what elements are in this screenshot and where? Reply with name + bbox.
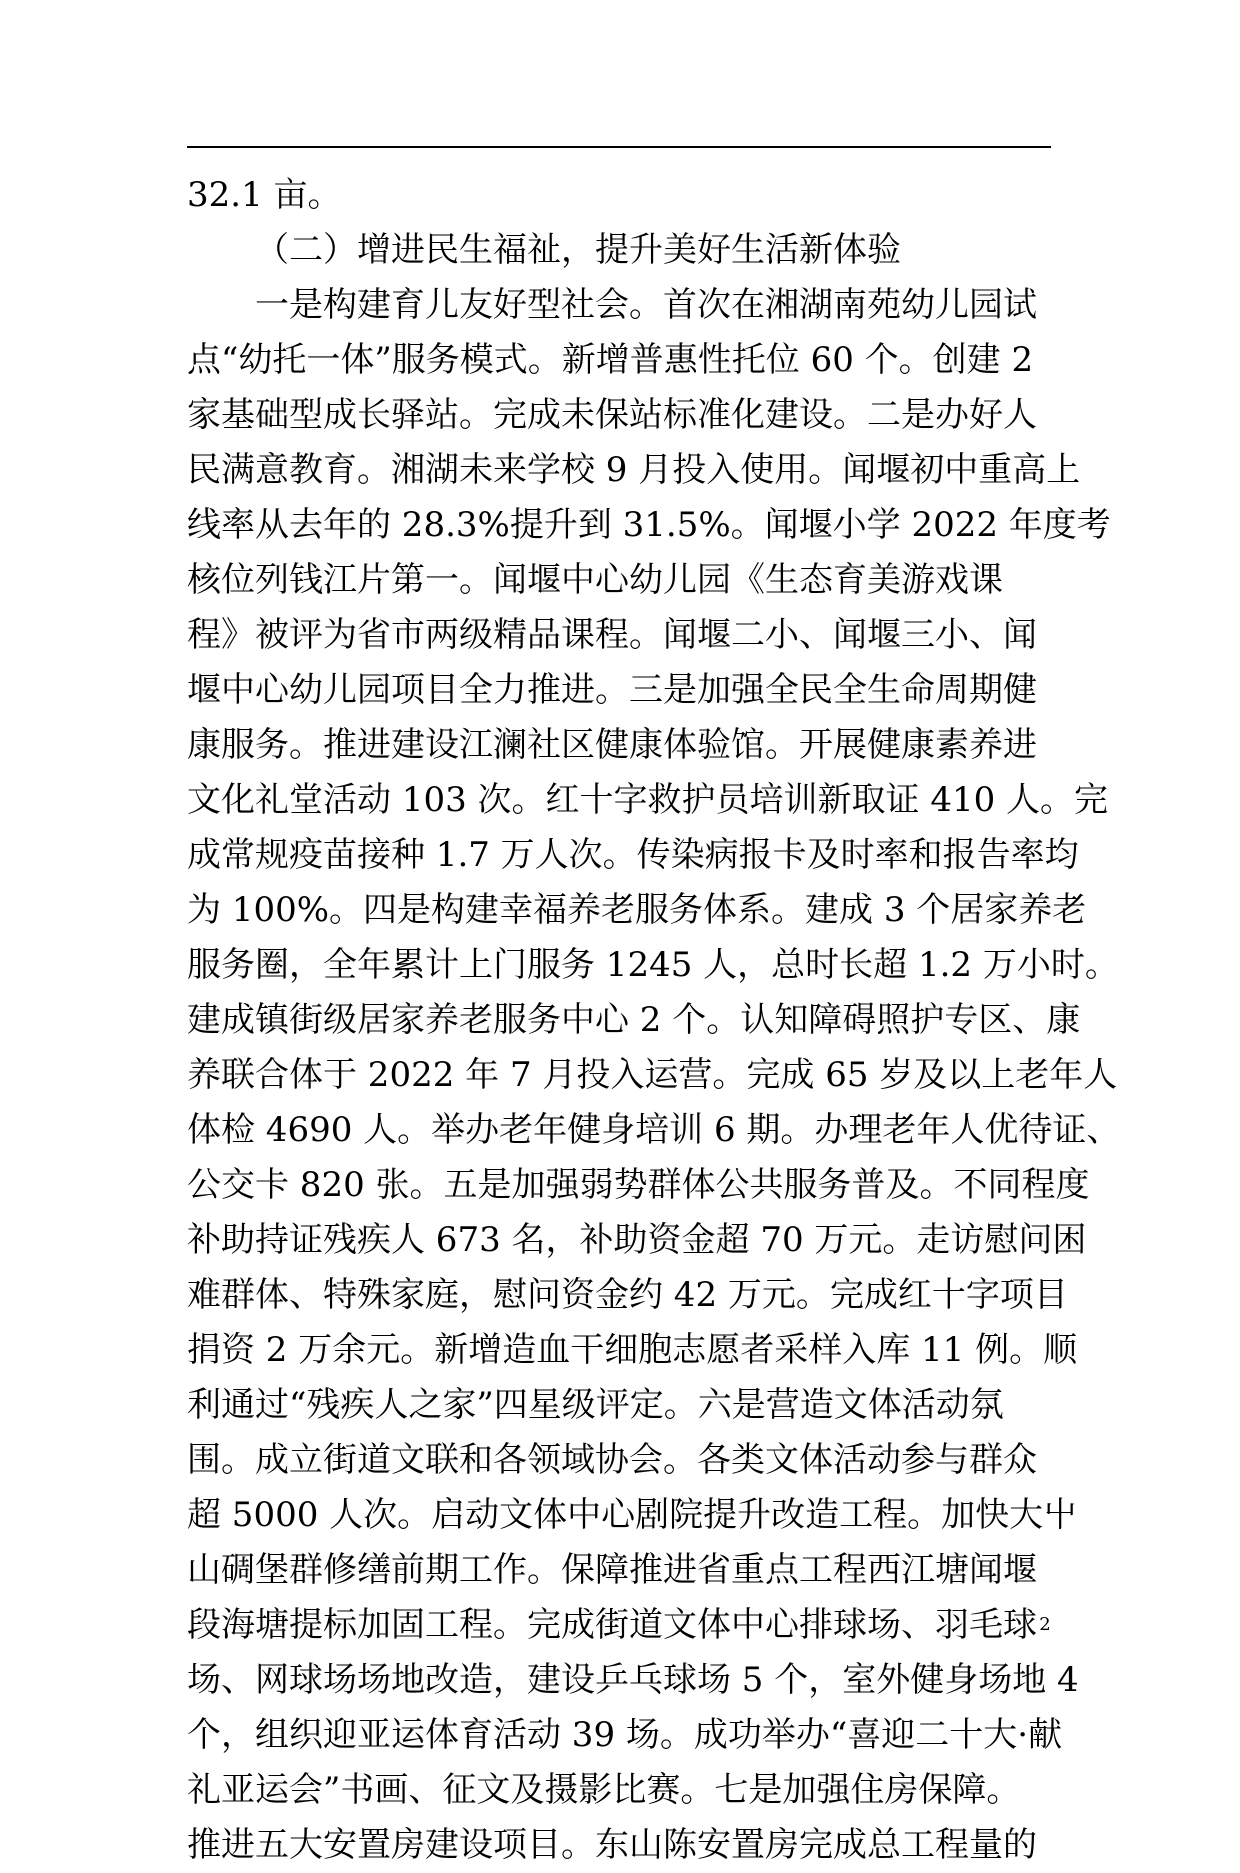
text-line: 场、网球场场地改造，建设乒乓球场 5 个，室外健身场地 4 (187, 1660, 1079, 1700)
paragraph-first-line: 一是构建育儿友好型社会。首次在湘湖南苑幼儿园试 (255, 285, 1037, 325)
text-line: 文化礼堂活动 103 次。红十字救护员培训新取证 410 人。完 (187, 780, 1109, 820)
text-line: 捐资 2 万余元。新增造血干细胞志愿者采样入库 11 例。顺 (187, 1330, 1078, 1370)
page-number: 2 (1039, 1614, 1051, 1635)
text-line: 民满意教育。湘湖未来学校 9 月投入使用。闻堰初中重高上 (187, 450, 1081, 490)
text-line: 点“幼托一体”服务模式。新增普惠性托位 60 个。创建 2 (187, 340, 1034, 380)
text-line: 线率从去年的 28.3%提升到 31.5%。闻堰小学 2022 年度考 (187, 505, 1111, 545)
text-line: 礼亚运会”书画、征文及摄影比赛。七是加强住房保障。 (187, 1770, 1021, 1810)
text-line: 核位列钱江片第一。闻堰中心幼儿园《生态育美游戏课 (187, 560, 1003, 600)
text-line: 山碉堡群修缮前期工作。保障推进省重点工程西江塘闻堰 (187, 1550, 1037, 1590)
text-line: 难群体、特殊家庭，慰问资金约 42 万元。完成红十字项目 (187, 1275, 1068, 1315)
body-text (187, 168, 1121, 1873)
text-line: 体检 4690 人。举办老年健身培训 6 期。办理老年人优待证、 (187, 1110, 1121, 1150)
text-line: 程》被评为省市两级精品课程。闻堰二小、闻堰三小、闻 (187, 615, 1037, 655)
header-rule (187, 146, 1051, 148)
text-line: 养联合体于 2022 年 7 月投入运营。完成 65 岁及以上老年人 (187, 1055, 1118, 1095)
text-line: 建成镇街级居家养老服务中心 2 个。认知障碍照护专区、康 (187, 1000, 1081, 1040)
section-heading: （二）增进民生福祉，提升美好生活新体验 (255, 230, 901, 270)
text-line: 超 5000 人次。启动文体中心剧院提升改造工程。加快大屮 (187, 1495, 1078, 1535)
text-line: 服务圈，全年累计上门服务 1245 人，总时长超 1.2 万小时。 (187, 945, 1119, 985)
text-line: 补助持证残疾人 673 名，补助资金超 70 万元。走访慰问困 (187, 1220, 1087, 1260)
text-line: 为 100%。四是构建幸福养老服务体系。建成 3 个居家养老 (187, 890, 1087, 930)
text-line: 家基础型成长驿站。完成未保站标准化建设。二是办好人 (187, 395, 1037, 435)
text-line: 围。成立街道文联和各领域协会。各类文体活动参与群众 (187, 1440, 1037, 1480)
text-line: 康服务。推进建设江澜社区健康体验馆。开展健康素养进 (187, 725, 1037, 765)
text-line: 32.1 亩。 (187, 175, 342, 215)
text-line: 成常规疫苗接种 1.7 万人次。传染病报卡及时率和报告率均 (187, 835, 1079, 875)
text-line: 公交卡 820 张。五是加强弱势群体公共服务普及。不同程度 (187, 1165, 1090, 1205)
text-line: 段海塘提标加固工程。完成街道文体中心排球场、羽毛球 (187, 1605, 1037, 1645)
text-line: 个，组织迎亚运体育活动 39 场。成功举办“喜迎二十大·献 (187, 1715, 1063, 1755)
text-line: 利通过“残疾人之家”四星级评定。六是营造文体活动氛 (187, 1385, 1004, 1425)
text-line: 堰中心幼儿园项目全力推进。三是加强全民全生命周期健 (187, 670, 1037, 710)
text-line: 推进五大安置房建设项目。东山陈安置房完成总工程量的 (187, 1825, 1037, 1865)
